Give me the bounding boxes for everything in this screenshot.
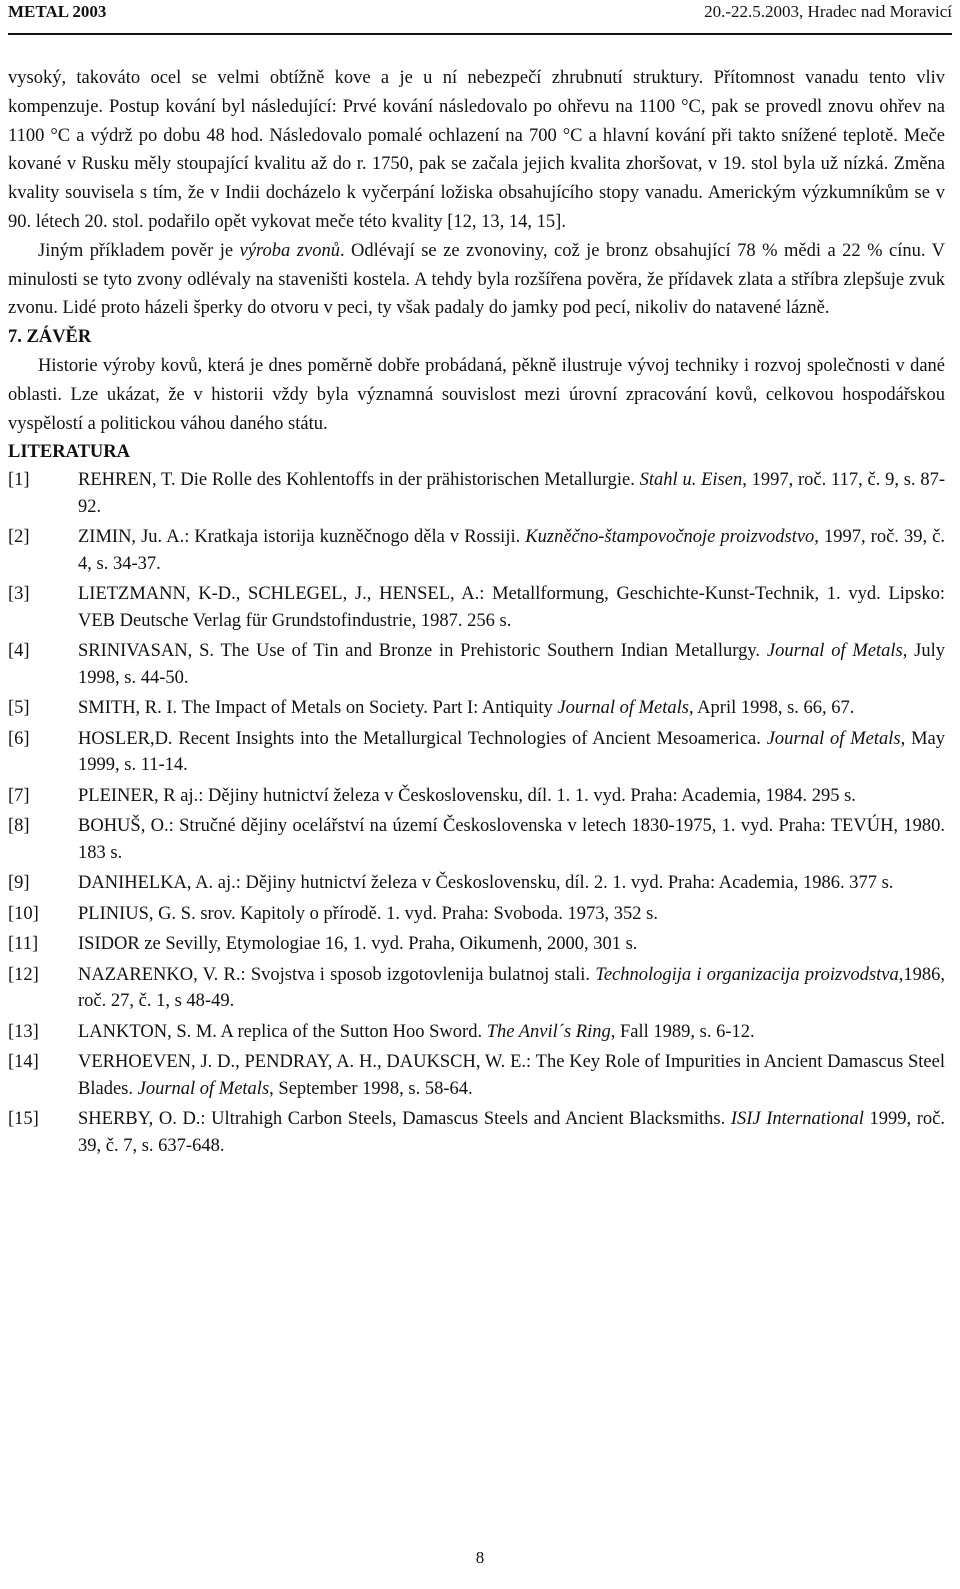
reference-number: [13] bbox=[8, 1021, 39, 1042]
reference-text bbox=[78, 467, 945, 520]
reference-number: [12] bbox=[8, 964, 39, 985]
reference-text-main: ZIMIN, Ju. A.: Kratkaja istorija kuzněčnogo děla v Rossiji. bbox=[78, 527, 526, 548]
paragraph-bells-start: Jiným příkladem pověr je bbox=[38, 240, 240, 261]
reference-number: [2] bbox=[8, 527, 30, 548]
reference-number: [15] bbox=[8, 1109, 39, 1130]
header-divider bbox=[8, 33, 952, 35]
paragraph-bells-rest: . Odlévají se ze zvonoviny, což je bronz obsahující 78 % mědi a 22 % cínu. V minulosti se tyto zvony odlévaly na staveništi kostela. A tehdy byla rozšířena pověra, že přídavek zlata a stříbra zlepšuje zvuk zvonu. Lidé proto házeli šperky do otvoru v peci, ty však padaly do jamky pod pecí, nikoliv do natavené lázně. bbox=[8, 240, 945, 319]
reference-number: [5] bbox=[8, 698, 30, 719]
page-header bbox=[8, 2, 952, 28]
reference-number: [11] bbox=[8, 934, 39, 955]
reference-text-tail: , September 1998, s. 58-64. bbox=[269, 1078, 473, 1099]
reference-text bbox=[78, 1019, 945, 1046]
reference-text-main: DANIHELKA, A. aj.: Dějiny hutnictví železa v Československu, díl. 2. 1. vyd. Praha: Academia, 1986. 377 s. bbox=[78, 873, 894, 894]
reference-text-tail: , 1997, roč. 39, č. 4, s. 34-37. bbox=[78, 527, 945, 574]
reference-text-tail: , Fall 1989, s. 6-12. bbox=[610, 1021, 755, 1042]
reference-text bbox=[78, 813, 945, 866]
reference-item bbox=[8, 1049, 945, 1102]
reference-number: [9] bbox=[8, 873, 30, 894]
reference-number: [3] bbox=[8, 584, 30, 605]
reference-text-main: SHERBY, O. D.: Ultrahigh Carbon Steels, Damascus Steels and Ancient Blacksmiths. bbox=[78, 1109, 731, 1130]
reference-text-main: LANKTON, S. M. A replica of the Sutton Hoo Sword. bbox=[78, 1021, 487, 1042]
reference-text-tail: , April 1998, s. 66, 67. bbox=[688, 698, 855, 719]
paragraph-swords: vysoký, takováto ocel se velmi obtížně kove a je u ní nebezpečí zhrubnutí struktury. Přítomnost vanadu tento vliv kompenzuje. Postup kování byl následující: Prvé kování následovalo po ohřevu na 1100 °C, pak se provedl znovu ohřev na 1100 °C a výdrž po dobu 48 hod. Následovalo pomalé ochlazení na 700 °C a hlavní kování při takto snížené teplotě. Meče kované v Rusku měly stoupající kvalitu až do r. 1750, pak se začala jejich kvalita zhoršovat, v 19. stol byla už nízká. Změna kvality souvisela s tím, že v Indii docházelo k vyčerpání ložiska obsahujícího stopy vanadu. Americkým výzkumníkům se v 90. létech 20. stol. podařilo opět vykovat meče této kvality [12, 13, 14, 15]. bbox=[8, 68, 945, 232]
reference-source-title: Stahl u. Eisen bbox=[639, 470, 743, 491]
reference-item bbox=[8, 581, 945, 634]
reference-item bbox=[8, 783, 945, 810]
reference-text-tail: , May 1999, s. 11-14. bbox=[78, 728, 945, 776]
reference-list bbox=[8, 467, 945, 1159]
reference-number: [1] bbox=[8, 470, 30, 491]
reference-number: [7] bbox=[8, 785, 30, 806]
reference-item bbox=[8, 524, 945, 577]
conference-name: METAL 2003 bbox=[8, 2, 107, 21]
reference-number: [8] bbox=[8, 816, 30, 837]
reference-item bbox=[8, 695, 945, 722]
reference-text-main: REHREN, T. Die Rolle des Kohlentoffs in der prähistorischen Metallurgie. bbox=[78, 470, 640, 491]
reference-text bbox=[78, 1106, 945, 1159]
reference-text-main: PLINIUS, G. S. srov. Kapitoly o přírodě. 1. vyd. Praha: Svoboda. 1973, 352 s. bbox=[78, 903, 658, 924]
reference-number: [10] bbox=[8, 903, 39, 924]
reference-text-tail: , July 1998, s. 44-50. bbox=[78, 641, 946, 688]
reference-item bbox=[8, 931, 945, 958]
paragraph-bells bbox=[8, 237, 945, 323]
paragraph-bells-emphasis: výroba zvonů bbox=[239, 240, 340, 261]
reference-item bbox=[8, 1106, 945, 1159]
reference-source-title: Technologija i organizacija proizvodstva, bbox=[595, 964, 904, 985]
reference-item bbox=[8, 467, 945, 520]
reference-text-tail: 1999, roč. 39, č. 7, s. 637-648. bbox=[78, 1109, 945, 1156]
reference-item bbox=[8, 813, 945, 866]
reference-source-title: The Anvil´s Ring bbox=[486, 1021, 611, 1042]
reference-text-main: VERHOEVEN, J. D., PENDRAY, A. H., DAUKSCH, W. E.: The Key Role of Impurities in Ancient Damascus Steel Blades. bbox=[78, 1052, 945, 1099]
page-number: 8 bbox=[475, 1548, 485, 1567]
reference-source-title: Kuzněčno-štampovočnoje proizvodstvo bbox=[525, 527, 815, 548]
reference-text-tail: , 1997, roč. 117, č. 9, s. 87-92. bbox=[78, 470, 945, 517]
reference-item bbox=[8, 1019, 945, 1046]
reference-item bbox=[8, 962, 945, 1015]
conclusion-text: Historie výroby kovů, která je dnes poměrně dobře probádaná, pěkně ilustruje vývoj techniky i rozvoj společnosti v dané oblasti. Lze ukázat, že v historii vždy byla významná souvislost mezi úrovní zpracování kovů, celkovou hospodářskou vyspělostí a politickou váhou daného státu. bbox=[8, 355, 945, 434]
reference-text bbox=[78, 726, 945, 779]
reference-source-title: Journal of Metals bbox=[557, 698, 689, 719]
reference-number: [6] bbox=[8, 728, 30, 749]
reference-text bbox=[78, 901, 945, 928]
section-title-conclusion: 7. ZÁVĚR bbox=[8, 327, 92, 348]
reference-text bbox=[78, 783, 945, 810]
reference-text bbox=[78, 962, 945, 1015]
reference-source-title: ISIJ International bbox=[730, 1109, 864, 1130]
reference-text bbox=[78, 524, 945, 577]
reference-item bbox=[8, 901, 945, 928]
reference-item bbox=[8, 638, 945, 691]
reference-item bbox=[8, 726, 945, 779]
reference-text-tail: 1986, roč. 27, č. 1, s 48-49. bbox=[78, 964, 945, 1012]
reference-text bbox=[78, 931, 945, 958]
conference-date-place: 20.-22.5.2003, Hradec nad Moravicí bbox=[704, 2, 952, 21]
page-body bbox=[8, 64, 945, 1163]
reference-text-main: BOHUŠ, O.: Stručné dějiny ocelářství na území Československa v letech 1830-1975, 1. vyd. Praha: TEVÚH, 1980. 183 s. bbox=[78, 816, 945, 863]
reference-text bbox=[78, 638, 945, 691]
reference-item bbox=[8, 870, 945, 897]
reference-text-main: PLEINER, R aj.: Dějiny hutnictví železa v Československu, díl. 1. 1. vyd. Praha: Academia, 1984. 295 s. bbox=[78, 785, 856, 806]
reference-text-main: SRINIVASAN, S. The Use of Tin and Bronze in Prehistoric Southern Indian Metallurgy. bbox=[78, 641, 767, 662]
reference-text-main: LIETZMANN, K-D., SCHLEGEL, J., HENSEL, A.: Metallformung, Geschichte-Kunst-Technik, 1. vyd. Lipsko: VEB Deutsche Verlag für Grundstofindustrie, 1987. 256 s. bbox=[78, 584, 945, 631]
reference-source-title: Journal of Metals bbox=[137, 1078, 270, 1099]
reference-text-main: SMITH, R. I. The Impact of Metals on Society. Part I: Antiquity bbox=[78, 698, 558, 719]
reference-source-title: Journal of Metals bbox=[766, 641, 903, 662]
reference-text bbox=[78, 870, 945, 897]
section-title-literature: LITERATURA bbox=[8, 442, 130, 463]
reference-number: [14] bbox=[8, 1052, 39, 1073]
reference-text-main: NAZARENKO, V. R.: Svojstva i sposob izgotovlenija bulatnoj stali. bbox=[78, 964, 596, 985]
reference-text-main: ISIDOR ze Sevilly, Etymologiae 16, 1. vyd. Praha, Oikumenh, 2000, 301 s. bbox=[78, 934, 638, 955]
reference-text-main: HOSLER,D. Recent Insights into the Metallurgical Technologies of Ancient Mesoamerica. bbox=[78, 728, 767, 749]
reference-source-title: Journal of Metals bbox=[766, 728, 901, 749]
reference-text bbox=[78, 1049, 945, 1102]
reference-text bbox=[78, 581, 945, 634]
reference-number: [4] bbox=[8, 641, 30, 662]
reference-text bbox=[78, 695, 945, 722]
